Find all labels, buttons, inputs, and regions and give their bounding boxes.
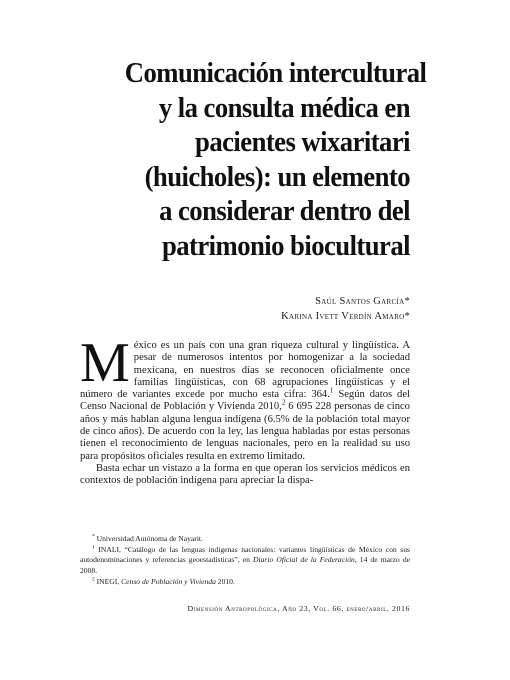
footnote-text: 2010. [215,576,235,586]
footnote-mark: * [92,533,95,540]
article-body [80,332,410,488]
title-line: (huicholes): un elemento [144,160,410,193]
footnote-text: , 14 de marzo de 2008. [80,555,410,575]
title-line: y la consulta médica en [158,91,410,124]
footnote [80,577,410,587]
footnote [80,534,410,544]
author-name: Karina Ivett Verdín Amaro* [281,311,410,322]
footnote-mark: 2 [92,576,95,583]
title-line: patrimonio biocultural [161,229,410,262]
paragraph [80,463,410,488]
footnote-source-title: Diario Oficial de la Federación [252,555,355,565]
article-title [124,56,427,263]
footnote-ref[interactable]: 1 [329,386,334,395]
footnote-source-title: Censo de Población y Vivienda [121,576,216,586]
running-footer: Dimensión Antropológica, Año 23, Vol. 66, enero/abril, 2016 [187,604,410,613]
title-line: Comunicación intercultural [124,57,427,89]
footnote-text: Universidad Autónoma de Nayarit. [94,534,203,543]
footnote-ref[interactable]: 2 [281,398,286,407]
paragraph-text: Basta echar un vistazo a la forma en que operan los servicios médicos en contextos de población indígena para apreciar la dispa- [80,462,410,487]
footnote-mark: 1 [92,544,95,551]
drop-cap: M [80,332,130,394]
title-line: pacientes wixaritari [195,126,410,158]
paragraph-text: 6 695 228 personas de cinco años y más hablan alguna lengua indígena (6.5% de la población total mayor de cinco años). De acuerdo con la ley, las lengua habladas por estas personas tienen el reconocimiento de lenguas nacionales, pero en la realidad su uso para propósitos oficiales resulta en extremo limitado. [80,401,410,462]
footnote-text: INALI, “Catálogo de las lenguas indígenas nacionales: variantes lingüísticas de México con sus autodenominaciones y referencias geoestadísticas”, en [80,545,410,565]
paragraph-text: éxico es un país con una gran riqueza cultural y lingüística. A pesar de numerosos intentos por homogenizar a la sociedad mexicana, en nuestros días se reconocen oficialmente once familias lingüísticas, con 68 agrupaciones lingüísticas y el número de variantes excede por mucho esta cifra: 364. [80,340,410,401]
author-list [200,294,410,324]
paragraph-text: Según datos del Censo Nacional de Población y Vivienda 2010, [80,389,410,413]
footnotes [80,534,410,588]
title-line: a considerar dentro del [159,195,410,227]
paragraph [80,332,410,463]
footnote [80,545,410,576]
author-name: Saúl Santos García* [315,296,410,307]
footnote-text: INEGI, [94,576,122,586]
